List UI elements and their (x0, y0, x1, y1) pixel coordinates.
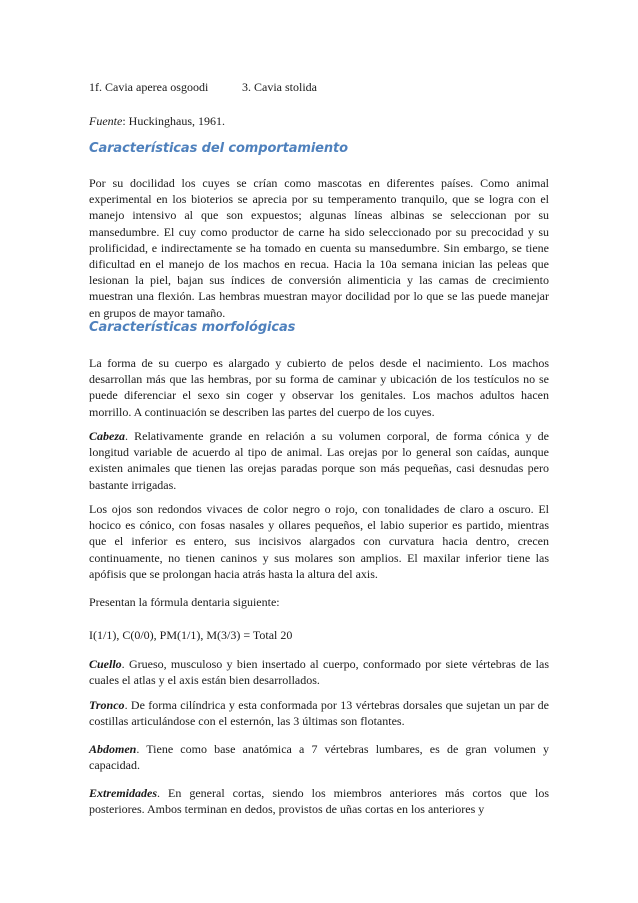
text-head: . Relativamente grande en relación a su volumen corporal, de forma cónica y de longitud variable de acuerdo al tipo de animal. Las orejas por lo general son caídas, aunque existen animales que tienen las orejas paradas porque son más pequeñas, casi desnudas pero bastante irrigadas. (89, 429, 549, 492)
heading-behavior: Características del comportamiento (89, 141, 348, 156)
paragraph-neck (89, 656, 549, 688)
dental-formula: I(1/1), C(0/0), PM(1/1), M(3/3) = Total 20 (89, 628, 293, 642)
species-item-1: 1f. Cavia aperea osgoodi (89, 80, 209, 94)
text-trunk: . De forma cilíndrica y esta conformada por 13 vértebras dorsales que sujetan un par de costillas articulándose con el esternón, las 3 últimas son flotantes. (89, 698, 549, 729)
paragraph-behavior: Por su docilidad los cuyes se crían como mascotas en diferentes países. Como animal experimental en los bioterios se aprecia por su temperamento tranquilo, que se logra con el manejo intensivo al que son expuestos; algunas líneas albinas se seleccionan por su mansedumbre. El cuy como productor de carne ha sido seleccionado por su precocidad y su prolificidad, e indirectamente se ha tomado en cuenta su mansedumbre. Sin embargo, se tiene dificultad en el manejo de los machos en recua. Hacia la 10a semana inician las peleas que lesionan la piel, bajan sus índices de conversión alimenticia y las camas de crecimiento muestran una flexión. Las hembras muestran mayor docilidad por lo que se las puede manejar en grupos de mayor tamaño. (89, 176, 549, 320)
term-limbs: Extremidades (89, 786, 157, 800)
species-list (89, 79, 317, 95)
term-trunk: Tronco (89, 698, 125, 712)
text-limbs: . En general cortas, siendo los miembros anteriores más cortos que los posteriores. Ambos terminan en dedos, provistos de uñas cortas en los anteriores y (89, 786, 549, 817)
source-citation (89, 113, 225, 129)
term-neck: Cuello (89, 657, 122, 671)
paragraph-morphology-intro: La forma de su cuerpo es alargado y cubierto de pelos desde el nacimiento. Los machos desarrollan más que las hembras, por su forma de caminar y ubicación de los testículos no se puede diferenciar el sexo sin coger y observar los genitales. Los machos adultos hacen morrillo. A continuación se describen las partes del cuerpo de los cuyes. (89, 356, 549, 419)
source-label: Fuente (89, 114, 123, 128)
text-neck: . Grueso, musculoso y bien insertado al cuerpo, conformado por siete vértebras de las cuales el atlas y el axis están bien desarrollados. (89, 657, 549, 688)
paragraph-abdomen (89, 741, 549, 773)
species-item-2: 3. Cavia stolida (242, 80, 317, 94)
paragraph-limbs (89, 785, 549, 817)
formula-intro: Presentan la fórmula dentaria siguiente: (89, 595, 280, 609)
term-head: Cabeza (89, 429, 125, 443)
heading-morphology: Características morfológicas (89, 320, 296, 335)
paragraph-eyes: Los ojos son redondos vivaces de color negro o rojo, con tonalidades de claro a oscuro. El hocico es cónico, con fosas nasales y ollares pequeños, el labio superior es partido, mientras que el inferior es entero, sus incisivos alargados con curvatura hacia dentro, crecen continuamente, no tienen caninos y sus molares son amplios. El maxilar inferior tiene las apófisis que se prolongan hacia atrás hasta la altura del axis. (89, 502, 549, 581)
term-abdomen: Abdomen (89, 742, 137, 756)
paragraph-head (89, 428, 549, 493)
source-text: : Huckinghaus, 1961. (122, 114, 225, 128)
paragraph-trunk (89, 697, 549, 729)
text-abdomen: . Tiene como base anatómica a 7 vértebras lumbares, es de gran volumen y capacidad. (89, 742, 549, 773)
